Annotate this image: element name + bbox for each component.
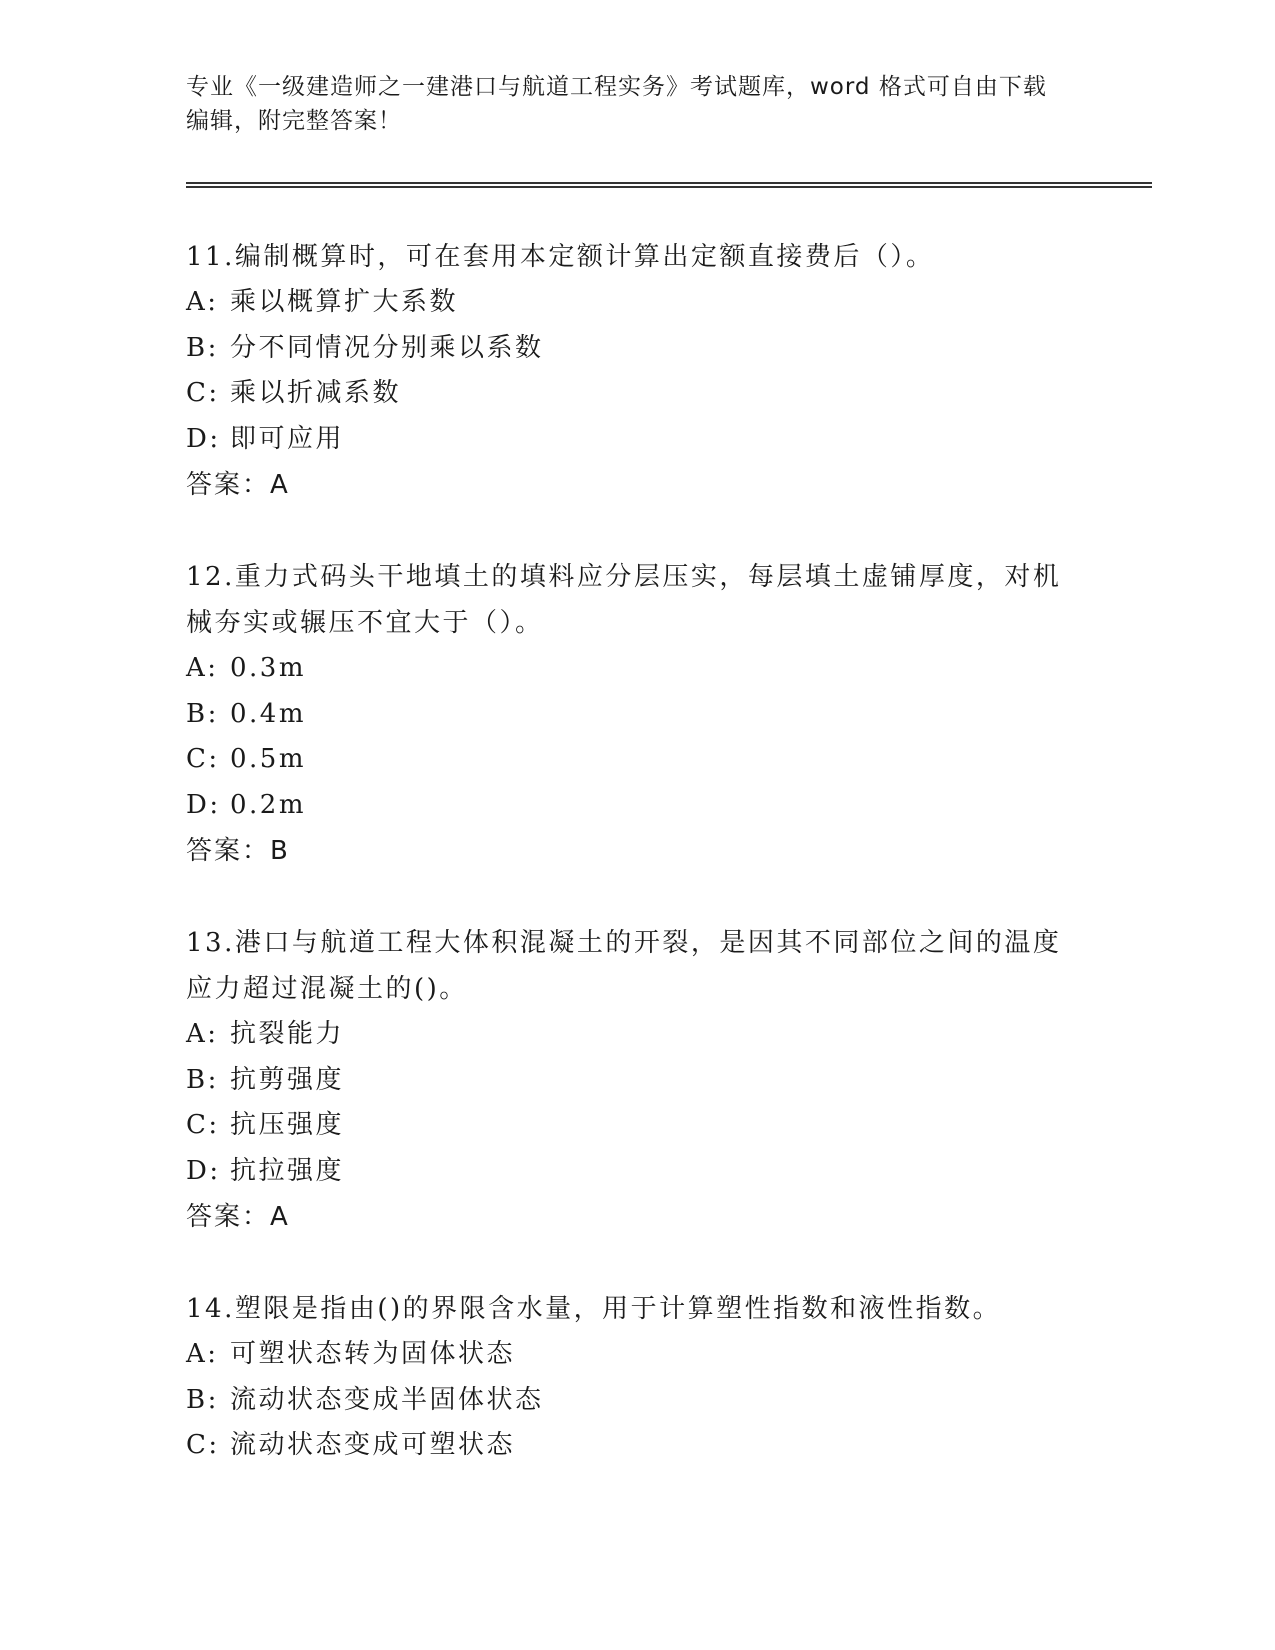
option-c bbox=[186, 737, 1152, 783]
question-item bbox=[186, 1286, 1152, 1469]
question-stem: 11.编制概算时，可在套用本定额计算出定额直接费后（）。 bbox=[186, 242, 935, 272]
option-letter: A: bbox=[186, 287, 219, 317]
option-d bbox=[186, 417, 1152, 463]
option-d bbox=[186, 1149, 1152, 1195]
question-item bbox=[186, 920, 1152, 1240]
option-text: 流动状态变成可塑状态 bbox=[230, 1430, 516, 1460]
option-letter: A: bbox=[186, 1339, 219, 1369]
option-b bbox=[186, 326, 1152, 372]
option-letter: C: bbox=[186, 744, 220, 774]
option-a bbox=[186, 280, 1152, 326]
option-text: 0.3m bbox=[230, 653, 307, 683]
option-text: 抗拉强度 bbox=[230, 1155, 345, 1186]
question-stem: 12.重力式码头干地填土的填料应分层压实，每层填土虚铺厚度，对机 bbox=[186, 562, 1062, 592]
option-letter: D: bbox=[186, 789, 221, 820]
option-text: 0.4m bbox=[230, 698, 307, 729]
option-letter: C: bbox=[186, 378, 220, 408]
document-page bbox=[186, 70, 1152, 1515]
option-letter: A: bbox=[186, 1019, 219, 1049]
option-letter: C: bbox=[186, 1430, 220, 1460]
option-letter: B: bbox=[186, 698, 219, 729]
option-a bbox=[186, 1012, 1152, 1058]
question-stem: 14.塑限是指由()的界限含水量，用于计算塑性指数和液性指数。 bbox=[186, 1294, 1002, 1324]
option-text: 抗裂能力 bbox=[230, 1019, 345, 1049]
header-divider bbox=[186, 182, 1152, 188]
option-text: 抗压强度 bbox=[230, 1110, 345, 1140]
answer-line: 答案：B bbox=[186, 836, 290, 866]
question-item bbox=[186, 234, 1152, 508]
option-letter: C: bbox=[186, 1110, 220, 1140]
option-a bbox=[186, 1332, 1152, 1378]
question-list bbox=[186, 234, 1152, 1469]
option-text: 即可应用 bbox=[230, 423, 345, 454]
option-letter: A: bbox=[186, 653, 219, 683]
option-b bbox=[186, 692, 1152, 738]
option-d bbox=[186, 783, 1152, 829]
question-stem-continued: 应力超过混凝土的()。 bbox=[186, 974, 468, 1004]
option-text: 抗剪强度 bbox=[230, 1064, 345, 1095]
option-text: 可塑状态转为固体状态 bbox=[230, 1339, 516, 1369]
option-text: 0.2m bbox=[230, 789, 307, 820]
option-letter: D: bbox=[186, 423, 221, 454]
option-letter: D: bbox=[186, 1155, 221, 1186]
option-text: 乘以概算扩大系数 bbox=[230, 287, 459, 317]
question-stem: 13.港口与航道工程大体积混凝土的开裂，是因其不同部位之间的温度 bbox=[186, 928, 1062, 958]
option-b bbox=[186, 1058, 1152, 1104]
option-letter: B: bbox=[186, 1384, 219, 1415]
option-letter: B: bbox=[186, 1064, 219, 1095]
header-line-2: 编辑，附完整答案！ bbox=[186, 108, 402, 134]
option-text: 分不同情况分别乘以系数 bbox=[230, 332, 544, 363]
header-line-1: 专业《一级建造师之一建港口与航道工程实务》考试题库，word 格式可自由下载 bbox=[186, 74, 1047, 100]
option-c bbox=[186, 371, 1152, 417]
answer-line: 答案：A bbox=[186, 470, 290, 500]
answer-line: 答案：A bbox=[186, 1202, 290, 1232]
option-letter: B: bbox=[186, 332, 219, 363]
option-b bbox=[186, 1378, 1152, 1424]
option-text: 流动状态变成半固体状态 bbox=[230, 1384, 544, 1415]
option-c bbox=[186, 1103, 1152, 1149]
question-stem-continued: 械夯实或辗压不宜大于（）。 bbox=[186, 608, 544, 638]
question-item bbox=[186, 554, 1152, 874]
option-c bbox=[186, 1423, 1152, 1469]
option-a bbox=[186, 646, 1152, 692]
option-text: 0.5m bbox=[230, 744, 307, 774]
option-text: 乘以折减系数 bbox=[230, 378, 402, 408]
